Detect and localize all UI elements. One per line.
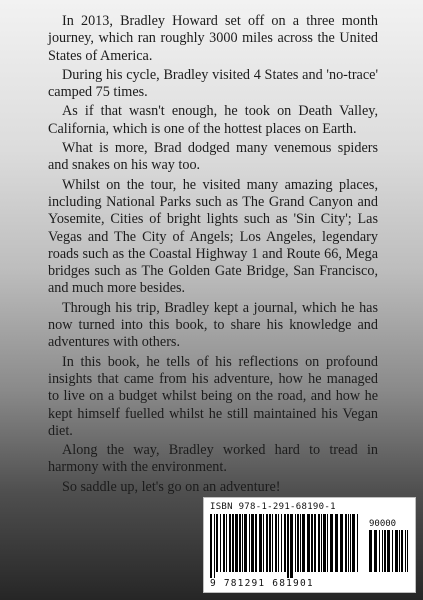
barcode-bar xyxy=(275,514,277,572)
barcode-bar xyxy=(379,530,380,572)
barcode-bar xyxy=(216,514,218,572)
barcode-bar xyxy=(345,514,347,572)
barcode-bar xyxy=(242,514,243,572)
barcode-bar xyxy=(327,514,328,572)
blurb-paragraph-8: Along the way, Bradley worked hard to tread in harmony with the environment. xyxy=(48,442,378,476)
barcode-bar xyxy=(350,514,351,572)
barcode-bar xyxy=(210,514,212,578)
barcode-bar xyxy=(307,514,310,572)
barcode-bar xyxy=(287,514,289,578)
barcode-bar xyxy=(272,514,273,572)
barcode-bar xyxy=(259,514,262,572)
barcode-bar xyxy=(357,514,358,572)
barcode-bar xyxy=(297,514,299,572)
barcode-bar xyxy=(311,514,313,572)
barcode-bar xyxy=(220,514,221,572)
barcode-bar xyxy=(290,514,293,578)
blurb-paragraph-6: Through his trip, Bradley kept a journal, which he has now turned into this book, to share his knowledge and adventures with others. xyxy=(48,299,378,351)
barcode-bar xyxy=(300,514,301,572)
barcode-bar xyxy=(281,514,282,572)
barcode-bar xyxy=(330,514,333,572)
ean-digits: 9 781291 681901 xyxy=(210,578,314,589)
barcode-bar xyxy=(384,530,386,572)
blurb-text xyxy=(48,13,378,498)
barcode-bar xyxy=(249,514,250,572)
barcode-bar xyxy=(405,530,406,572)
barcode-bar xyxy=(255,514,257,572)
barcode-bar xyxy=(387,530,390,572)
barcode-bar xyxy=(266,514,268,572)
barcode-bar xyxy=(323,514,326,572)
barcode-bar xyxy=(244,514,247,572)
barcode-bar xyxy=(340,514,343,572)
barcode-bar xyxy=(239,514,241,572)
barcode-bar xyxy=(226,514,227,572)
blurb-paragraph-4: What is more, Brad dodged many venemous spiders and snakes on his way too. xyxy=(48,140,378,174)
barcode-bar xyxy=(229,514,231,572)
barcode-bar xyxy=(278,514,279,572)
barcode-bar xyxy=(295,514,296,572)
isbn-label: ISBN 978-1-291-68190-1 xyxy=(210,502,336,512)
barcode-bar xyxy=(352,514,355,572)
barcode-bar xyxy=(369,530,372,572)
barcode-bar xyxy=(407,530,408,572)
barcode-bar xyxy=(232,514,234,572)
barcode-bar xyxy=(302,514,305,572)
barcode-bar xyxy=(348,514,349,572)
barcode-bar xyxy=(284,514,286,572)
blurb-paragraph-1: In 2013, Bradley Howard set off on a three month journey, which ran roughly 3000 miles across the United States of America. xyxy=(48,13,378,64)
barcode-bar xyxy=(395,530,398,572)
barcode-bar xyxy=(235,514,238,572)
barcode-bar xyxy=(382,530,383,572)
blurb-paragraph-7: In this book, he tells of his reflections on profound insights that came from his adventure, how he managed to live on a budget whilst being on the road, and how he kept himself fuelled whilst he still maintained his Vegan diet. xyxy=(48,353,378,439)
barcode-bar xyxy=(314,514,316,572)
barcode-bar xyxy=(392,530,393,572)
ean-barcode-bars xyxy=(210,514,362,578)
barcode-bar xyxy=(263,514,264,572)
isbn-barcode xyxy=(203,497,416,593)
barcode-bar xyxy=(223,514,225,572)
blurb-paragraph-5: Whilst on the tour, he visited many amazing places, including National Parks such as The Grand Canyon and Yosemite, Cities of bright lights such as 'Sin City'; Las Vegas and The City of Angels; Los Angeles, legendary roads such as the Coastal Highway 1 and Route 66, Mega bridges such as The Golden Gate Bridge, San Francisco, and much more besides. xyxy=(48,176,378,297)
barcode-bar xyxy=(321,514,322,572)
barcode-bar xyxy=(399,530,400,572)
barcode-bar xyxy=(318,514,320,572)
barcode-bar xyxy=(214,514,215,578)
blurb-paragraph-9: So saddle up, let's go on an adventure! xyxy=(62,478,281,495)
barcode-bar xyxy=(251,514,254,572)
barcode-bar xyxy=(374,530,377,572)
barcode-bar xyxy=(401,530,403,572)
blurb-paragraph-2: During his cycle, Bradley visited 4 States and 'no-trace' camped 75 times. xyxy=(48,66,378,101)
barcode-bar xyxy=(269,514,271,572)
price-code: 90000 xyxy=(369,519,397,529)
barcode-bar xyxy=(335,514,338,572)
price-addon-bars xyxy=(369,530,411,578)
blurb-paragraph-3: As if that wasn't enough, he took on Death Valley, California, which is one of the hottest places on Earth. xyxy=(48,103,378,137)
